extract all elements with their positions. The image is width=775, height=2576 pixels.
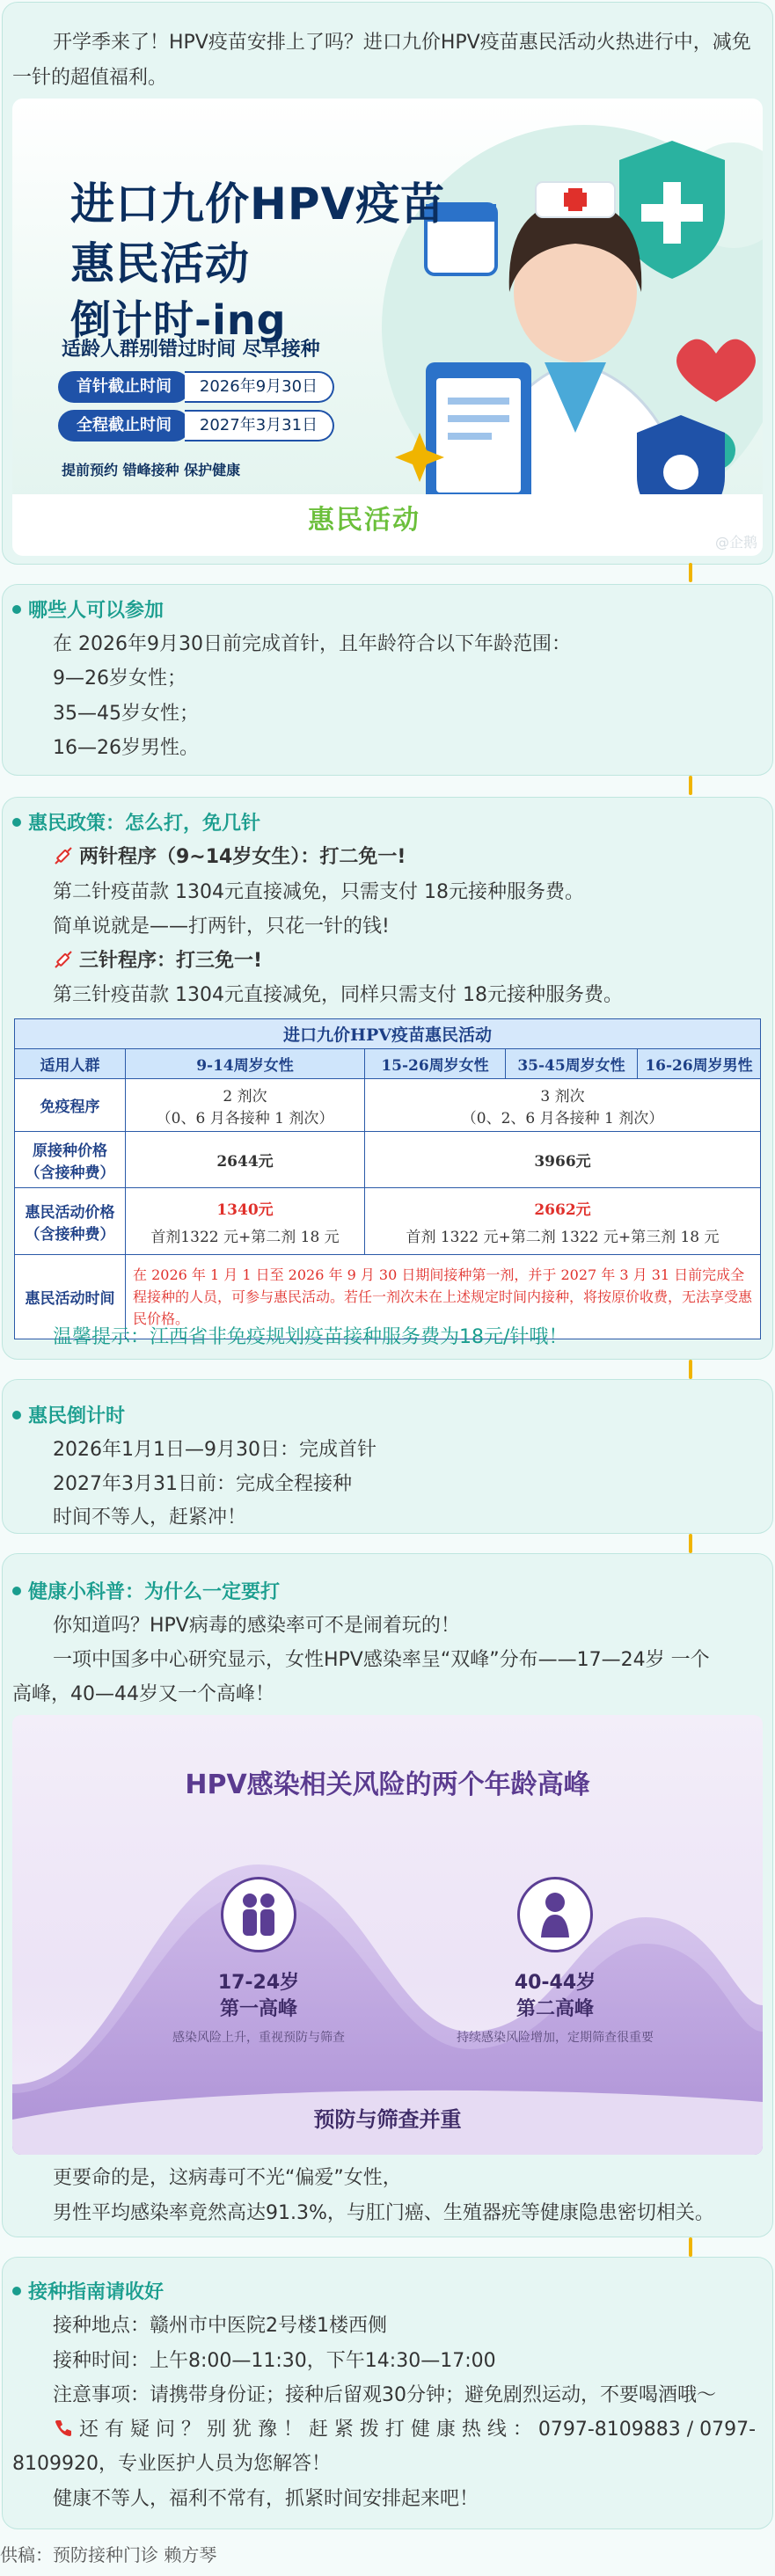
program-two-dose — [126, 1079, 365, 1132]
pricing-table — [14, 1018, 761, 1339]
table-header: 9-14周岁女性 — [126, 1049, 365, 1079]
who-heading — [12, 596, 164, 626]
hotline-text-2: 8109920，专业医护人员为您解答！ — [12, 2453, 331, 2475]
promo-price-three-dose-detail: 首剂 1322 元+第二剂 1322 元+第三剂 18 元 — [406, 1228, 720, 1246]
two-dose-title-row — [53, 843, 406, 872]
who-line: 在 2026年9月30日前完成首针，且年龄符合以下年龄范围： — [53, 633, 571, 655]
section-connector — [689, 2237, 692, 2257]
first-dose-deadline: 2026年9月30日 — [185, 371, 334, 403]
science-line: 高峰，40—44岁又一个高峰！ — [12, 1683, 274, 1705]
three-dose-title: 三针程序：打三免一! — [79, 950, 263, 972]
table-row — [15, 1188, 761, 1255]
countdown-heading-text: 惠民倒计时 — [28, 1405, 126, 1427]
hero-footer-label: 惠民活动 — [308, 505, 420, 536]
hero-title-1: 进口九价HPV疫苗 — [70, 179, 446, 230]
guide-time: 接种时间：上午8:00—11:30，下午14:30—17:00 — [53, 2350, 496, 2372]
program-two-dose-schedule: （0、6 月各接种 1 剂次） — [156, 1109, 334, 1127]
section-connector — [689, 776, 692, 795]
row-label — [15, 1188, 126, 1255]
intro-line-2: 一针的超值福利。 — [12, 67, 168, 89]
peak-2-age: 40-44岁 — [514, 1972, 596, 1994]
countdown-line: 2026年1月1日—9月30日：完成首针 — [53, 1439, 377, 1461]
science-line: 一项中国多中心研究显示，女性HPV感染率呈“双峰”分布——17—24岁 一个 — [53, 1649, 710, 1671]
table-row — [15, 1132, 761, 1188]
credit-line: 供稿：预防接种门诊 赖方琴 — [0, 2544, 217, 2565]
who-line: 35—45岁女性； — [53, 703, 199, 725]
science-heading — [12, 1578, 280, 1608]
section-connector — [689, 1534, 692, 1553]
table-header: 适用人群 — [15, 1049, 126, 1079]
promo-price-two-dose-value: 1340元 — [216, 1200, 274, 1219]
promo-price-three-dose — [365, 1188, 761, 1255]
hotline-text-1: 还 有 疑 问 ？ 别 犹 豫 ！ 赶 紧 拨 打 健 康 热 线 ： 0797-8109883 / 0797- — [79, 2419, 757, 2441]
table-header-row — [15, 1049, 761, 1079]
promo-price-three-dose-value: 2662元 — [534, 1200, 591, 1219]
program-three-dose-schedule: （0、2、6 月各接种 1 剂次） — [461, 1109, 664, 1127]
chart-title: HPV感染相关风险的两个年龄高峰 — [185, 1770, 590, 1800]
table-title: 进口九价HPV疫苗惠民活动 — [15, 1019, 761, 1049]
peak-2-name: 第二高峰 — [515, 1998, 594, 2020]
row-label-line: （含接种费） — [25, 1164, 115, 1182]
science-after-line: 更要命的是，这病毒可不光“偏爱”女性， — [53, 2167, 402, 2189]
program-two-dose-count: 2 剂次 — [223, 1087, 267, 1106]
full-course-deadline: 2027年3月31日 — [185, 410, 334, 441]
peak-2-label — [467, 1970, 643, 2023]
fee-tip: 温馨提示：江西省非免疫规划疫苗接种服务费为18元/针哦！ — [53, 1326, 568, 1348]
syringe-icon — [53, 845, 74, 866]
guide-closing: 健康不等人，福利不常有，抓紧时间安排起来吧！ — [53, 2488, 479, 2510]
peak-1-name: 第一高峰 — [219, 1998, 297, 2020]
woman-icon — [517, 1877, 593, 1952]
section-connector — [689, 563, 692, 582]
peak-1-label — [171, 1970, 347, 2023]
countdown-line: 2027年3月31日前：完成全程接种 — [53, 1473, 352, 1495]
program-three-dose — [365, 1079, 761, 1132]
promo-price-two-dose — [126, 1188, 365, 1255]
age-peak-infographic — [12, 1715, 763, 2155]
watermark: @企鹅 — [714, 534, 757, 551]
hero-tagline: 提前预约 错峰接种 保护健康 — [62, 462, 241, 478]
group-people-icon — [221, 1877, 296, 1952]
countdown-heading — [12, 1402, 125, 1432]
policy-heading-text: 惠民政策：怎么打，免几针 — [28, 813, 261, 835]
two-dose-line-1: 第二针疫苗款 1304元直接减免，只需支付 18元接种服务费。 — [53, 881, 584, 903]
row-label-line: （含接种费） — [25, 1225, 115, 1244]
hero-banner — [12, 99, 763, 556]
hero-title-2: 惠民活动 — [70, 238, 250, 289]
who-heading-text: 哪些人可以参加 — [28, 600, 165, 622]
intro-line-1: 开学季来了！HPV疫苗安排上了吗？进口九价HPV疫苗惠民活动火热进行中，减免 — [53, 32, 751, 54]
three-dose-line-1: 第三针疫苗款 1304元直接减免，同样只需支付 18元接种服务费。 — [53, 984, 623, 1006]
phone-icon — [53, 2418, 74, 2439]
section-connector — [689, 1360, 692, 1379]
guide-heading-text: 接种指南请收好 — [28, 2281, 165, 2303]
table-row — [15, 1079, 761, 1132]
hotline-row — [53, 2415, 756, 2445]
hero-title-3: 倒计时-ing — [70, 296, 287, 344]
science-after-line: 男性平均感染率竟然高达91.3%，与肛门癌、生殖器疣等健康隐患密切相关。 — [53, 2202, 714, 2224]
chart-footer: 预防与筛查并重 — [313, 2107, 462, 2132]
row-label — [15, 1132, 126, 1188]
science-line: 你知道吗？HPV病毒的感染率可不是闹着玩的！ — [53, 1615, 460, 1637]
table-header: 15-26周岁女性 — [365, 1049, 506, 1079]
original-price-two-dose: 2644元 — [126, 1132, 365, 1188]
peak-1-age: 17-24岁 — [217, 1972, 300, 1994]
who-line: 16—26岁男性。 — [53, 737, 199, 759]
row-label: 免疫程序 — [15, 1079, 126, 1132]
hero-subtitle: 适龄人群别错过时间 尽早接种 — [62, 339, 320, 361]
first-dose-label: 首针截止时间 — [58, 371, 190, 403]
guide-notes: 注意事项：请携带身份证；接种后留观30分钟；避免剧烈运动，不要喝酒哦～ — [53, 2384, 716, 2406]
row-label-line: 惠民活动价格 — [25, 1203, 115, 1222]
syringe-icon — [53, 949, 74, 970]
three-dose-title-row — [53, 946, 262, 976]
policy-heading — [12, 809, 260, 839]
guide-heading — [12, 2278, 164, 2308]
two-dose-line-2: 简单说就是——打两针，只花一针的钱! — [53, 916, 390, 938]
promo-price-two-dose-detail: 首剂1322 元+第二剂 18 元 — [150, 1228, 340, 1246]
two-dose-title: 两针程序（9~14岁女生）：打二免一! — [79, 846, 406, 868]
guide-location: 接种地点：赣州市中医院2号楼1楼西侧 — [53, 2315, 387, 2337]
countdown-line: 时间不等人，赶紧冲！ — [53, 1507, 247, 1529]
peak-2-note: 持续感染风险增加，定期筛查很重要 — [457, 2031, 654, 2045]
table-header: 35-45周岁女性 — [506, 1049, 638, 1079]
original-price-three-dose: 3966元 — [365, 1132, 761, 1188]
row-label: 惠民活动时间 — [15, 1255, 126, 1339]
row-label-line: 原接种价格 — [33, 1142, 107, 1160]
who-line: 9—26岁女性； — [53, 668, 186, 690]
activity-time-text: 在 2026 年 1 月 1 日至 2026 年 9 月 30 日期间接种第一剂，并于 2027 年 3 月 31 日前完成全程接种的人员，可参与惠民活动。若任一剂次未在上述规定时间内接种，将按原价收费，无法享受惠民价格。 — [126, 1255, 761, 1339]
peak-1-note: 感染风险上升，重视预防与筛查 — [172, 2031, 345, 2045]
program-three-dose-count: 3 剂次 — [540, 1087, 585, 1106]
table-header: 16-26周岁男性 — [638, 1049, 761, 1079]
full-course-label: 全程截止时间 — [58, 410, 190, 441]
science-heading-text: 健康小科普：为什么一定要打 — [28, 1581, 281, 1603]
